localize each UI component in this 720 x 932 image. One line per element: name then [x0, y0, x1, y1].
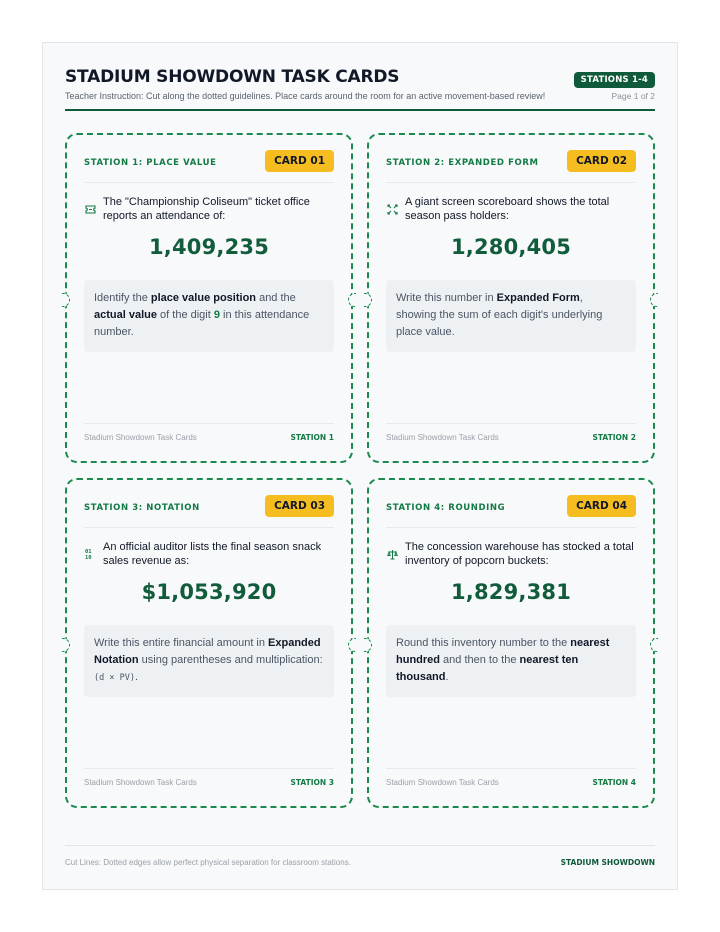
card-number-badge: CARD 02 — [567, 150, 636, 172]
cut-notch-right — [650, 638, 658, 652]
svg-text:01: 01 — [84, 549, 92, 555]
page-footer-note: Cut Lines: Dotted edges allow perfect physical separation for classroom stations. — [65, 858, 351, 867]
worksheet-page — [42, 42, 678, 890]
cut-notch-left — [364, 638, 372, 652]
station-label: STATION 1: PLACE VALUE — [84, 158, 217, 168]
task-card-2 — [367, 133, 655, 463]
page-number: Page 1 of 2 — [611, 91, 655, 101]
card-footer-station: STATION 1 — [290, 433, 334, 442]
binary-digits-icon — [84, 548, 96, 560]
card-prompt: A giant screen scoreboard shows the total season pass holders: — [405, 196, 610, 222]
card-prompt: The "Championship Coliseum" ticket office reports an attendance of: — [103, 196, 310, 222]
featured-number: $1,053,920 — [141, 580, 277, 604]
card-footer-title: Stadium Showdown Task Cards — [386, 778, 499, 787]
card-footer-station: STATION 3 — [290, 778, 334, 787]
page-title: STADIUM SHOWDOWN TASK CARDS — [65, 67, 400, 87]
card-footer-title: Stadium Showdown Task Cards — [84, 433, 197, 442]
teacher-instruction: Teacher Instruction: Cut along the dotted guidelines. Place cards around the room for an active movement-based review! — [65, 91, 546, 101]
card-divider — [386, 527, 636, 528]
svg-text:10: 10 — [84, 555, 92, 560]
card-footer-divider — [84, 768, 334, 769]
task-instructions: Round this inventory number to the nearest hundred and then to the nearest ten thousand. — [386, 625, 636, 697]
scale-icon — [386, 548, 398, 560]
task-instructions: Write this entire financial amount in Expanded Notation using parentheses and multiplication: (d × PV). — [84, 625, 334, 697]
task-card-4 — [367, 478, 655, 808]
card-divider — [84, 527, 334, 528]
card-footer-station: STATION 2 — [592, 433, 636, 442]
card-divider — [386, 182, 636, 183]
task-instructions: Identify the place value position and the actual value of the digit 9 in this attendance number. — [84, 280, 334, 352]
page-footer-brand: STADIUM SHOWDOWN — [560, 858, 655, 867]
cut-notch-left — [62, 293, 70, 307]
card-footer-title: Stadium Showdown Task Cards — [84, 778, 197, 787]
cut-notch-left — [62, 638, 70, 652]
card-number-badge: CARD 04 — [567, 495, 636, 517]
featured-number: 1,280,405 — [450, 235, 572, 259]
station-label: STATION 4: ROUNDING — [386, 503, 506, 513]
task-card-3 — [65, 478, 353, 808]
page-footer-divider — [65, 845, 655, 846]
card-footer-station: STATION 4 — [592, 778, 636, 787]
card-footer-title: Stadium Showdown Task Cards — [386, 433, 499, 442]
card-footer-divider — [386, 768, 636, 769]
ticket-icon — [84, 203, 96, 215]
expand-arrows-icon — [386, 203, 398, 215]
stations-badge: STATIONS 1-4 — [574, 72, 655, 88]
card-number-badge: CARD 03 — [265, 495, 334, 517]
cut-notch-right — [348, 293, 356, 307]
task-card-1 — [65, 133, 353, 463]
cut-notch-right — [650, 293, 658, 307]
header-divider — [65, 109, 655, 111]
card-footer-divider — [84, 423, 334, 424]
cut-notch-left — [364, 293, 372, 307]
card-number-badge: CARD 01 — [265, 150, 334, 172]
card-divider — [84, 182, 334, 183]
card-prompt: An official auditor lists the final season snack sales revenue as: — [103, 541, 322, 567]
station-label: STATION 2: EXPANDED FORM — [386, 158, 539, 168]
featured-number: 1,409,235 — [148, 235, 270, 259]
task-instructions: Write this number in Expanded Form, showing the sum of each digit's underlying place value. — [386, 280, 636, 352]
card-prompt: The concession warehouse has stocked a total inventory of popcorn buckets: — [405, 541, 634, 567]
card-footer-divider — [386, 423, 636, 424]
cut-notch-right — [348, 638, 356, 652]
featured-number: 1,829,381 — [450, 580, 572, 604]
station-label: STATION 3: NOTATION — [84, 503, 200, 513]
